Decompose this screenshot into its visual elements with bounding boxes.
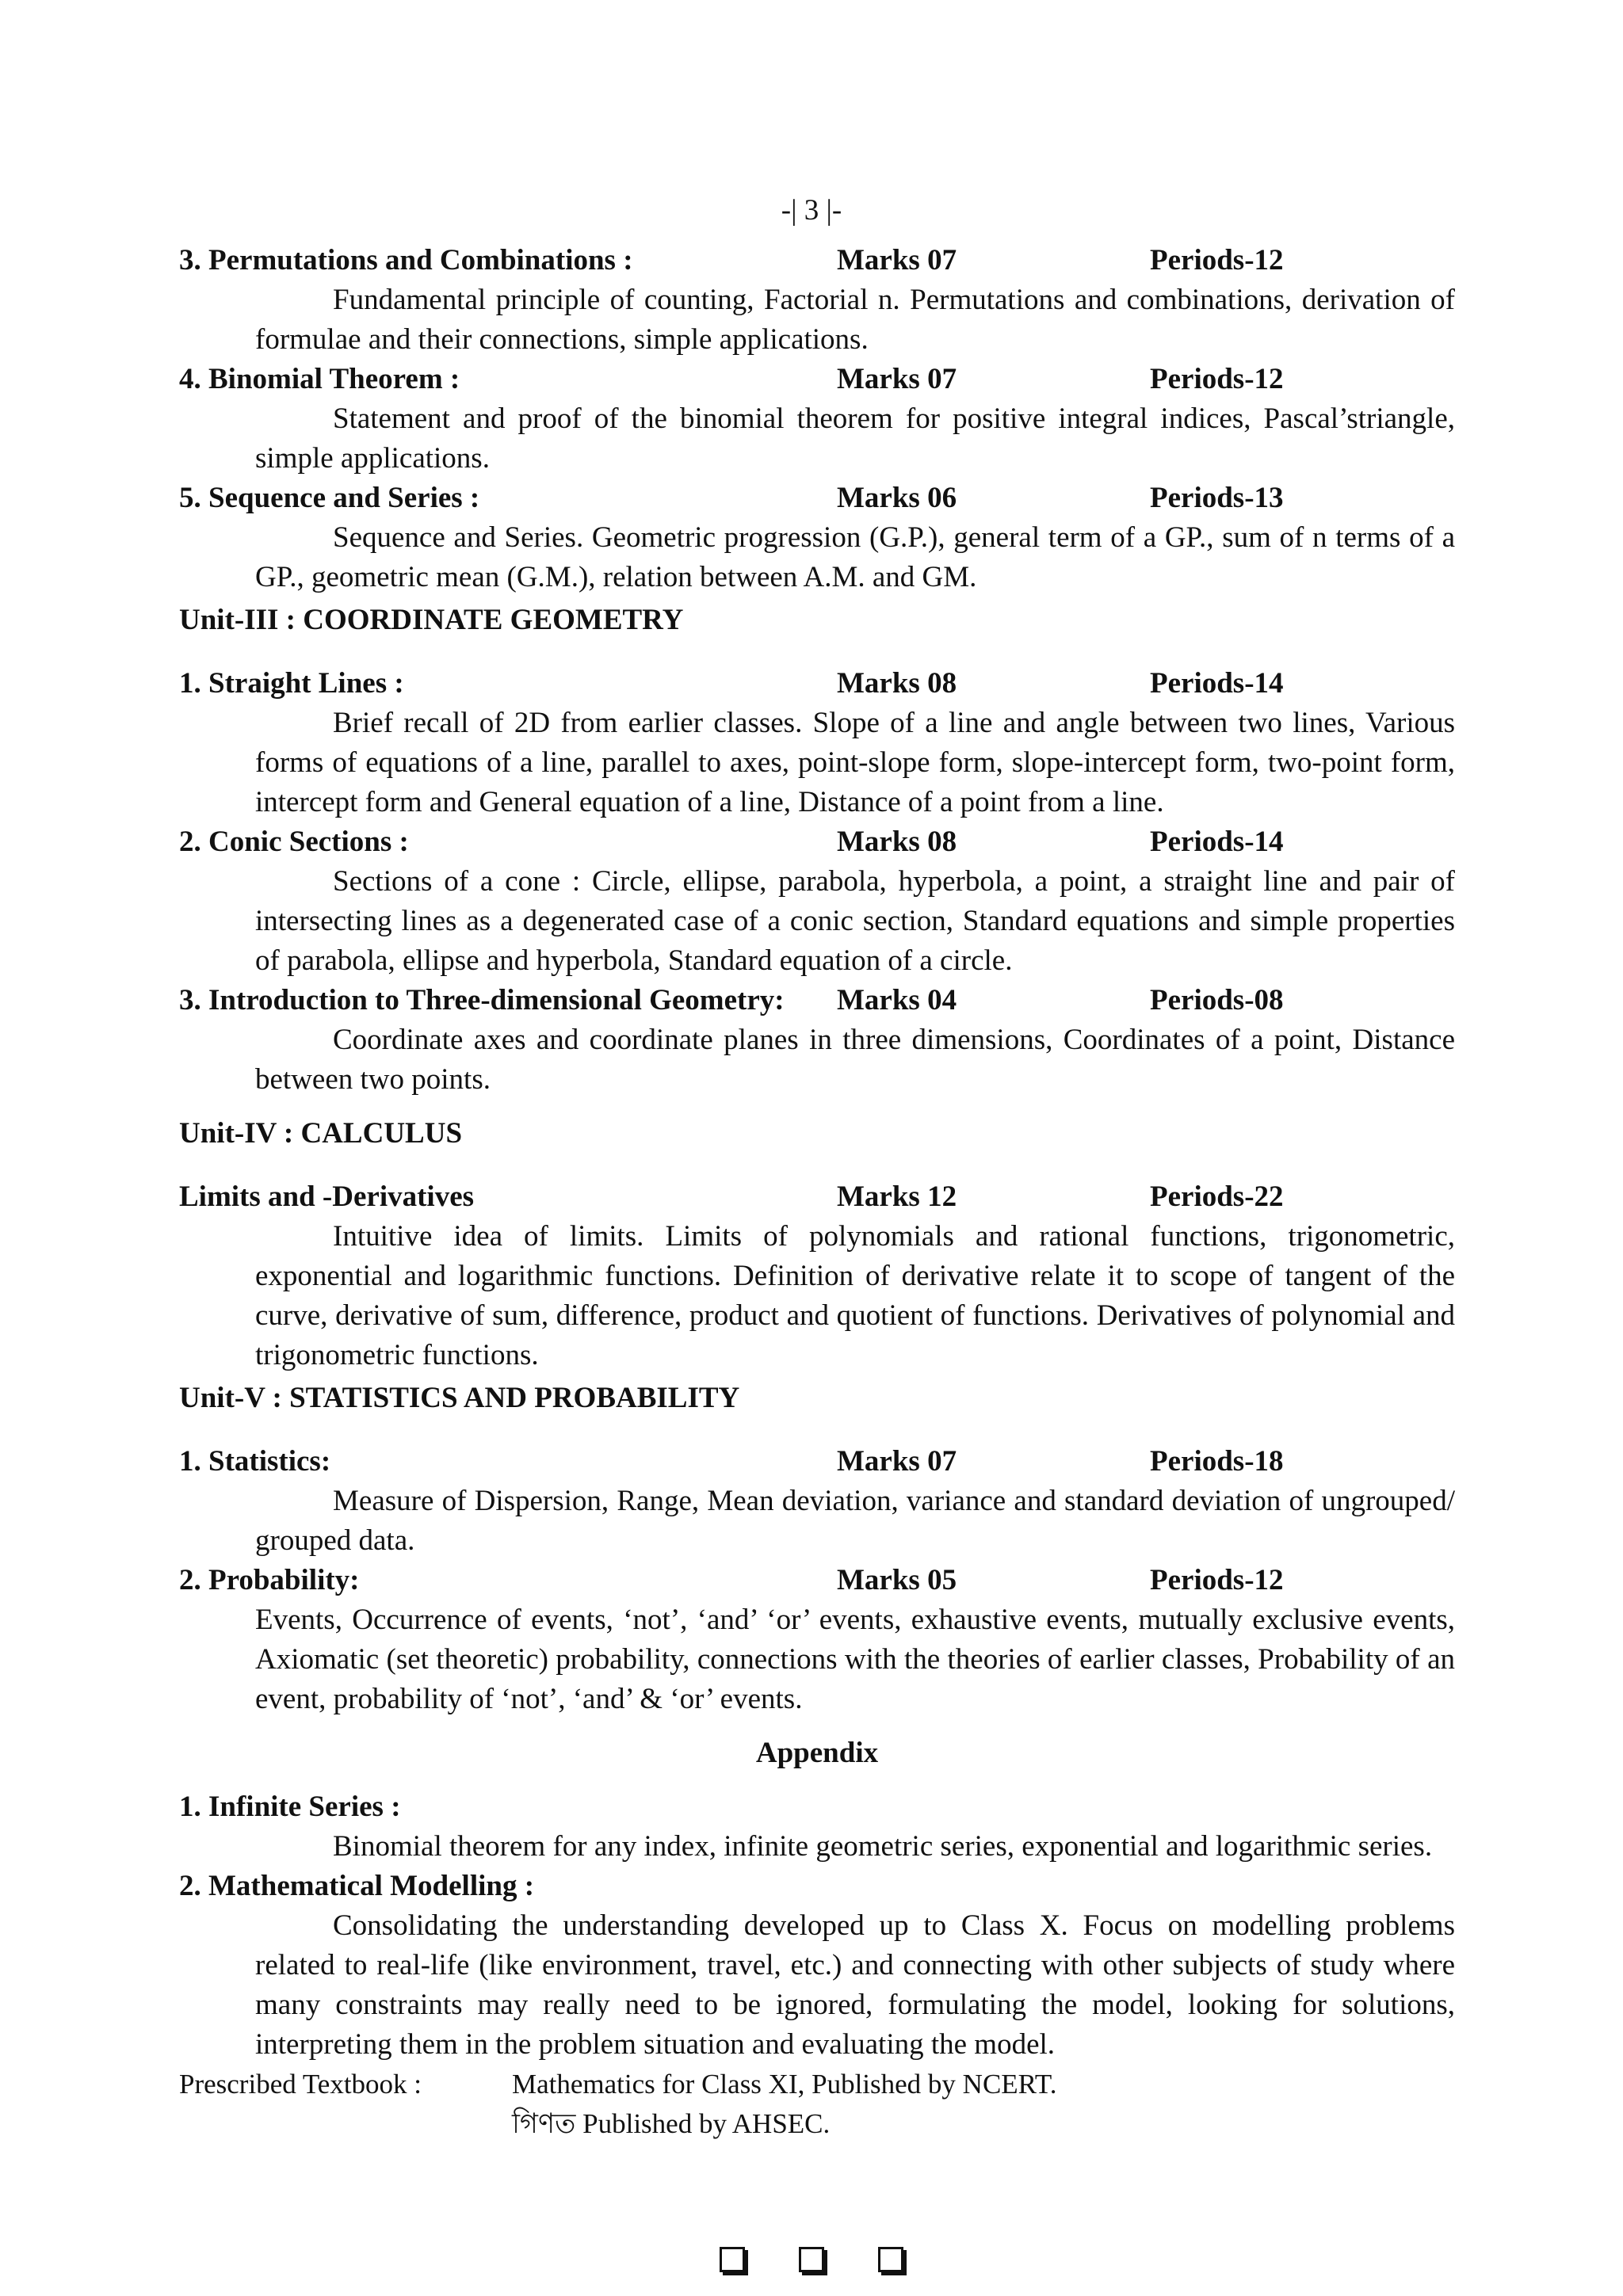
section-header (179, 479, 1455, 518)
section-header (179, 822, 1455, 862)
section-text: Sections of a cone : Circle, ellipse, parabola, hyperbola, a point, a straight line and pair of intersecting lines as a degenerated case of a conic section, Standard equations and simple properties of parabola, ellipse and hyperbola, Standard equation of a circle. (255, 865, 1455, 977)
section-periods: Periods-12 (1150, 1564, 1284, 1596)
footer-ornament (0, 2245, 1623, 2280)
unit-heading: Unit-III : COORDINATE GEOMETRY (179, 604, 684, 636)
section-periods: Periods-14 (1150, 826, 1284, 858)
section-title: 2. Probability: (179, 1564, 360, 1596)
section-text: Intuitive idea of limits. Limits of polynomials and rational functions, trigonometric, exponential and logarithmic functions. Definition of derivative relate it to scope of tangent of the curve, derivative of sum, difference, product and quotient of functions. Derivatives of polynomial and trigonometric functions. (255, 1220, 1455, 1371)
section-periods: Periods-14 (1150, 667, 1284, 700)
section-header (179, 241, 1455, 280)
section-marks: Marks 08 (837, 667, 957, 700)
section-title: 1. Statistics: (179, 1445, 331, 1478)
section-text: Brief recall of 2D from earlier classes. Slope of a line and angle between two lines, Various forms of equations of a line, parallel to axes, point-slope form, slope-intercept form, two-point form, intercept form and General equation of a line, Distance of a point from a line. (255, 707, 1455, 818)
appendix-item-title: 2. Mathematical Modelling : (179, 1870, 535, 1902)
appendix-item-title: 1. Infinite Series : (179, 1791, 401, 1823)
section-title: 4. Binomial Theorem : (179, 363, 460, 395)
section-marks: Marks 07 (837, 1445, 957, 1478)
unit-heading: Unit-V : STATISTICS AND PROBABILITY (179, 1382, 740, 1414)
section-header (179, 1177, 1455, 1217)
section-periods: Periods-18 (1150, 1445, 1284, 1478)
page-number: -| 3 |- (781, 194, 842, 227)
section-periods: Periods-22 (1150, 1180, 1284, 1213)
section-title: 1. Straight Lines : (179, 667, 404, 700)
section-title: 3. Permutations and Combinations : (179, 244, 633, 277)
prescribed-book-ncert: Mathematics for Class XI, Published by NCERT. (512, 2069, 1057, 2100)
prescribed-book-ahsec: Published by AHSEC. (575, 2108, 831, 2139)
appendix-item-text: Consolidating the understanding developed up to Class X. Focus on modelling problems related to real-life (like environment, travel, etc.) and connecting with other subjects of study where many constraints may really need to be ignored, formulating the model, looking for solutions, interpreting them in the problem situation and evaluating the model. (255, 1909, 1455, 2061)
section-header (179, 664, 1455, 704)
section-marks: Marks 05 (837, 1564, 957, 1596)
section-periods: Periods-08 (1150, 984, 1284, 1016)
prescribed-label: Prescribed Textbook : (179, 2069, 422, 2100)
section-periods: Periods-13 (1150, 482, 1284, 514)
section-title: 5. Sequence and Series : (179, 482, 480, 514)
appendix-heading: Appendix (755, 1737, 879, 1769)
section-text: Measure of Dispersion, Range, Mean deviation, variance and standard deviation of ungrouped/ grouped data. (255, 1485, 1455, 1557)
section-header (179, 1561, 1455, 1600)
section-title: 2. Conic Sections : (179, 826, 409, 858)
section-title: Limits and -Derivatives (179, 1180, 475, 1213)
section-text: Sequence and Series. Geometric progression (G.P.), general term of a GP., sum of n terms of a GP., geometric mean (G.M.), relation between A.M. and GM. (255, 521, 1455, 593)
section-marks: Marks 07 (837, 363, 957, 395)
section-text: Coordinate axes and coordinate planes in three dimensions, Coordinates of a point, Distance between two points. (255, 1024, 1455, 1096)
square-bullet-icon (720, 2247, 745, 2272)
section-text: Events, Occurrence of events, ‘not’, ‘and’ ‘or’ events, exhaustive events, mutually exclusive events, Axiomatic (set theoretic) probability, connections with the theories of earlier classes, Probability of an event, probability of ‘not’, ‘and’ & ‘or’ events. (255, 1604, 1455, 1715)
section-title: 3. Introduction to Three-dimensional Geometry: (179, 984, 785, 1016)
section-text: Fundamental principle of counting, Factorial n. Permutations and combinations, derivation of formulae and their connections, simple applications. (255, 284, 1455, 356)
prescribed-book-script-title: গিণত (512, 2108, 576, 2139)
square-bullet-icon (799, 2247, 824, 2272)
prescribed-textbook-ahsec (179, 2104, 1455, 2144)
section-header (179, 981, 1455, 1020)
section-periods: Periods-12 (1150, 244, 1284, 277)
prescribed-textbook (179, 2065, 1455, 2104)
section-header (179, 360, 1455, 399)
section-marks: Marks 12 (837, 1180, 957, 1213)
unit-heading: Unit-IV : CALCULUS (179, 1117, 463, 1150)
section-marks: Marks 07 (837, 244, 957, 277)
square-bullet-icon (878, 2247, 903, 2272)
section-marks: Marks 08 (837, 826, 957, 858)
section-marks: Marks 04 (837, 984, 957, 1016)
section-marks: Marks 06 (837, 482, 957, 514)
syllabus-content (179, 241, 1455, 2144)
section-header (179, 1442, 1455, 1482)
section-text: Statement and proof of the binomial theorem for positive integral indices, Pascal’striangle, simple applications. (255, 402, 1455, 475)
section-periods: Periods-12 (1150, 363, 1284, 395)
appendix-item-text: Binomial theorem for any index, infinite geometric series, exponential and logarithmic series. (333, 1830, 1433, 1863)
